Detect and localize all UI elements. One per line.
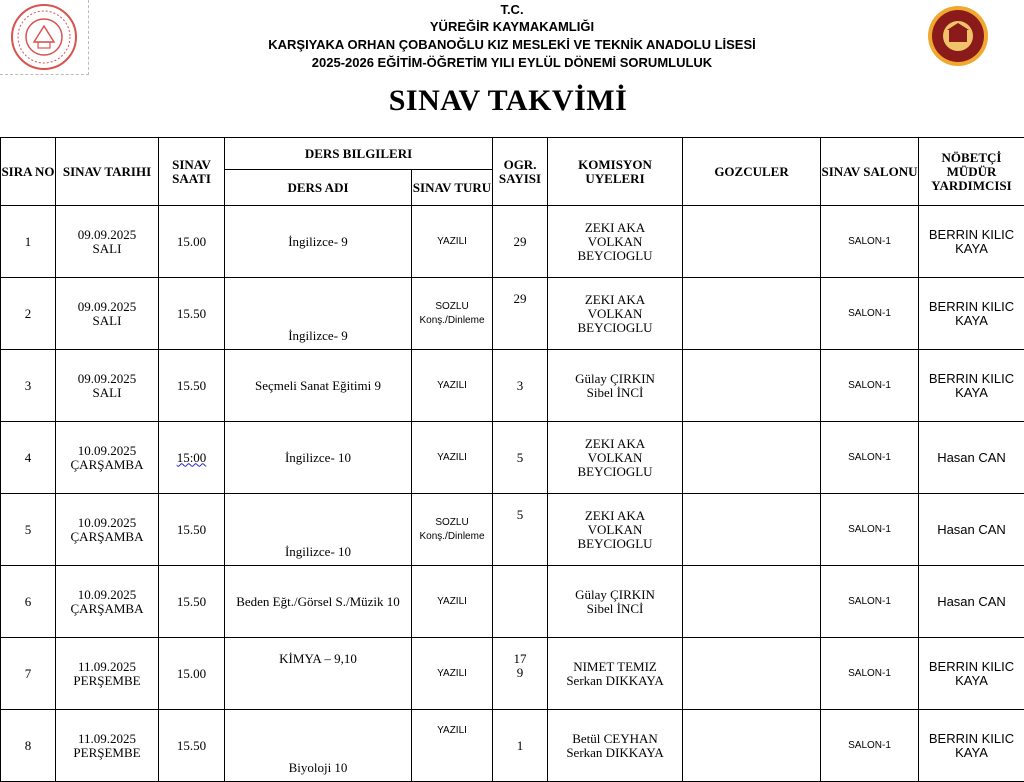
exam-date (56, 350, 159, 422)
exam-type (412, 278, 493, 350)
header-line-period: 2025-2026 EĞİTİM-ÖĞRETİM YILI EYLÜL DÖNEMİ SORUMLULUK (0, 55, 1024, 70)
exam-day-value: ÇARŞAMBA (56, 602, 158, 616)
commission-members (548, 278, 683, 350)
duty-assistant-name: Hasan CAN (919, 595, 1024, 609)
duty-assistant-name-2: KAYA (919, 386, 1024, 400)
row-number: 3 (1, 350, 56, 422)
commission-member-3: BEYCIOGLU (548, 321, 682, 335)
commission-members (548, 566, 683, 638)
table-row (1, 566, 1024, 638)
exam-time-value: 15.00 (177, 234, 206, 249)
student-count-value: 5 (493, 508, 547, 522)
course-name (225, 638, 412, 710)
commission-member-3: BEYCIOGLU (548, 249, 682, 263)
student-count (493, 206, 548, 278)
commission-member-1: Gülay ÇIRKIN (548, 372, 682, 386)
exam-date (56, 278, 159, 350)
row-number: 8 (1, 710, 56, 782)
proctors (683, 350, 821, 422)
duty-assistant-name: Hasan CAN (919, 523, 1024, 537)
row-number: 2 (1, 278, 56, 350)
course-name (225, 278, 412, 350)
exam-time (159, 710, 225, 782)
exam-date-value: 09.09.2025 (56, 300, 158, 314)
table-header (1, 138, 1024, 206)
duty-assistant-name: BERRIN KILIC (919, 732, 1024, 746)
exam-type-value: YAZILI (412, 724, 492, 738)
commission-member-1: ZEKI AKA (548, 437, 682, 451)
exam-day-value: SALI (56, 242, 158, 256)
duty-assistant (919, 710, 1024, 782)
exam-date (56, 710, 159, 782)
commission-members (548, 494, 683, 566)
commission-members (548, 422, 683, 494)
row-number: 5 (1, 494, 56, 566)
duty-assistant (919, 422, 1024, 494)
exam-time (159, 422, 225, 494)
student-count-value: 5 (493, 451, 547, 465)
exam-date-value: 10.09.2025 (56, 588, 158, 602)
school-seal-icon (920, 4, 998, 68)
exam-type-value: YAZILI (412, 595, 492, 609)
commission-member-1: Gülay ÇIRKIN (548, 588, 682, 602)
exam-type-value: YAZILI (412, 667, 492, 681)
header-nobetci: NÖBETÇİ MÜDÜR YARDIMCISI (919, 138, 1024, 206)
exam-type-value: SOZLU (412, 516, 492, 530)
student-count (493, 278, 548, 350)
exam-room: SALON-1 (821, 710, 919, 782)
duty-assistant-name: BERRIN KILIC (919, 660, 1024, 674)
exam-time (159, 494, 225, 566)
proctors (683, 638, 821, 710)
course-name-value: İngilizce- 9 (288, 328, 348, 343)
row-number: 7 (1, 638, 56, 710)
proctors (683, 422, 821, 494)
table-row (1, 494, 1024, 566)
commission-members (548, 206, 683, 278)
header-salon: SINAV SALONU (821, 138, 919, 206)
course-name (225, 566, 412, 638)
course-name (225, 710, 412, 782)
exam-type (412, 566, 493, 638)
exam-time (159, 206, 225, 278)
duty-assistant-name: BERRIN KILIC (919, 228, 1024, 242)
exam-type-detail: Konş./Dinleme (412, 314, 492, 328)
header-gozculer: GOZCULER (683, 138, 821, 206)
commission-member-1: ZEKI AKA (548, 293, 682, 307)
table-row (1, 278, 1024, 350)
course-name-value: İngilizce- 10 (285, 450, 351, 465)
exam-room: SALON-1 (821, 422, 919, 494)
commission-member-2: Serkan DIKKAYA (548, 674, 682, 688)
exam-schedule-table (0, 137, 1024, 782)
header-sinav-tarihi: SINAV TARIHI (56, 138, 159, 206)
duty-assistant-name: BERRIN KILIC (919, 372, 1024, 386)
exam-time-value: 15.50 (177, 522, 206, 537)
commission-members (548, 350, 683, 422)
exam-date-value: 09.09.2025 (56, 228, 158, 242)
student-count (493, 638, 548, 710)
course-name-value: Biyoloji 10 (289, 760, 348, 775)
exam-date-value: 11.09.2025 (56, 732, 158, 746)
exam-type-value: YAZILI (412, 379, 492, 393)
exam-date (56, 494, 159, 566)
duty-assistant-name: BERRIN KILIC (919, 300, 1024, 314)
header-line-kaymakamlik: YÜREĞİR KAYMAKAMLIĞI (0, 19, 1024, 34)
table-row (1, 422, 1024, 494)
proctors (683, 710, 821, 782)
exam-room: SALON-1 (821, 566, 919, 638)
exam-date (56, 638, 159, 710)
duty-assistant (919, 494, 1024, 566)
exam-type (412, 710, 493, 782)
exam-type-value: YAZILI (412, 451, 492, 465)
student-count (493, 494, 548, 566)
table-row (1, 206, 1024, 278)
school-seal (920, 4, 998, 73)
commission-member-2: VOLKAN (548, 307, 682, 321)
header-sinav-saati: SINAV SAATI (159, 138, 225, 206)
exam-day-value: ÇARŞAMBA (56, 530, 158, 544)
exam-date-value: 09.09.2025 (56, 372, 158, 386)
commission-members (548, 710, 683, 782)
student-count-value: 17 (493, 652, 547, 666)
proctors (683, 494, 821, 566)
document-header (0, 0, 1024, 140)
exam-room: SALON-1 (821, 278, 919, 350)
exam-day-value: PERŞEMBE (56, 674, 158, 688)
student-count (493, 350, 548, 422)
student-count (493, 422, 548, 494)
exam-time-value: 15.50 (177, 306, 206, 321)
course-name-value: KİMYA – 9,10 (279, 651, 357, 666)
header-line-tc: T.C. (0, 2, 1024, 17)
exam-room: SALON-1 (821, 638, 919, 710)
duty-assistant (919, 350, 1024, 422)
exam-type (412, 638, 493, 710)
course-name (225, 206, 412, 278)
duty-assistant-name-2: KAYA (919, 674, 1024, 688)
commission-member-2: VOLKAN (548, 235, 682, 249)
header-sinav-turu: SINAV TURU (412, 170, 493, 206)
student-count-value: 1 (493, 739, 547, 753)
commission-member-1: ZEKI AKA (548, 221, 682, 235)
exam-time-value: 15.00 (177, 666, 206, 681)
duty-assistant (919, 206, 1024, 278)
exam-date (56, 566, 159, 638)
exam-time (159, 566, 225, 638)
commission-members (548, 638, 683, 710)
exam-day-value: SALI (56, 386, 158, 400)
commission-member-1: NIMET TEMIZ (548, 660, 682, 674)
table-row (1, 350, 1024, 422)
exam-type (412, 350, 493, 422)
proctors (683, 566, 821, 638)
commission-member-1: ZEKI AKA (548, 509, 682, 523)
course-name (225, 494, 412, 566)
exam-type-value: SOZLU (412, 300, 492, 314)
commission-member-2: Sibel İNCİ (548, 602, 682, 616)
exam-time-value: 15.50 (177, 594, 206, 609)
course-name-value: İngilizce- 9 (288, 234, 348, 249)
table-row (1, 710, 1024, 782)
duty-assistant (919, 278, 1024, 350)
header-ders-adi: DERS ADI (225, 170, 412, 206)
duty-assistant-name-2: KAYA (919, 746, 1024, 760)
commission-member-3: BEYCIOGLU (548, 537, 682, 551)
duty-assistant (919, 638, 1024, 710)
student-count-value-2: 9 (493, 666, 547, 680)
student-count-value: 3 (493, 379, 547, 393)
student-count-value: 29 (493, 235, 547, 249)
exam-type (412, 422, 493, 494)
page-title: SINAV TAKVİMİ (0, 84, 1016, 118)
duty-assistant-name: Hasan CAN (919, 451, 1024, 465)
commission-member-2: VOLKAN (548, 451, 682, 465)
duty-assistant (919, 566, 1024, 638)
exam-day-value: PERŞEMBE (56, 746, 158, 760)
commission-member-1: Betül CEYHAN (548, 732, 682, 746)
student-count (493, 566, 548, 638)
commission-member-2: Sibel İNCİ (548, 386, 682, 400)
exam-room: SALON-1 (821, 350, 919, 422)
exam-date-value: 10.09.2025 (56, 516, 158, 530)
commission-member-2: VOLKAN (548, 523, 682, 537)
exam-date-value: 10.09.2025 (56, 444, 158, 458)
student-count-value: 29 (493, 292, 547, 306)
row-number: 6 (1, 566, 56, 638)
header-komisyon: KOMISYON UYELERI (548, 138, 683, 206)
row-number: 4 (1, 422, 56, 494)
exam-type (412, 206, 493, 278)
exam-time (159, 350, 225, 422)
exam-time-value: 15:00 (177, 450, 207, 465)
row-number: 1 (1, 206, 56, 278)
exam-time (159, 278, 225, 350)
course-name-value: İngilizce- 10 (285, 544, 351, 559)
course-name (225, 350, 412, 422)
table-body (1, 206, 1024, 782)
exam-date (56, 422, 159, 494)
header-ogr-sayisi: OGR. SAYISI (493, 138, 548, 206)
proctors (683, 206, 821, 278)
exam-type-value: YAZILI (412, 235, 492, 249)
duty-assistant-name-2: KAYA (919, 314, 1024, 328)
exam-date (56, 206, 159, 278)
commission-member-2: Serkan DIKKAYA (548, 746, 682, 760)
course-name-value: Beden Eğt./Görsel S./Müzik 10 (236, 594, 400, 609)
student-count (493, 710, 548, 782)
course-name-value: Seçmeli Sanat Eğitimi 9 (255, 378, 381, 393)
header-sira-no: SIRA NO (1, 138, 56, 206)
duty-assistant-name-2: KAYA (919, 242, 1024, 256)
exam-date-value: 11.09.2025 (56, 660, 158, 674)
header-ders-bilgileri: DERS BILGILERI (225, 138, 493, 170)
exam-day-value: ÇARŞAMBA (56, 458, 158, 472)
exam-time-value: 15.50 (177, 378, 206, 393)
exam-time-value: 15.50 (177, 738, 206, 753)
table-row (1, 638, 1024, 710)
exam-day-value: SALI (56, 314, 158, 328)
proctors (683, 278, 821, 350)
header-line-school: KARŞIYAKA ORHAN ÇOBANOĞLU KIZ MESLEKİ VE TEKNİK ANADOLU LİSESİ (0, 37, 1024, 52)
course-name (225, 422, 412, 494)
commission-member-3: BEYCIOGLU (548, 465, 682, 479)
exam-type-detail: Konş./Dinleme (412, 530, 492, 544)
exam-room: SALON-1 (821, 494, 919, 566)
exam-room: SALON-1 (821, 206, 919, 278)
exam-type (412, 494, 493, 566)
exam-time (159, 638, 225, 710)
